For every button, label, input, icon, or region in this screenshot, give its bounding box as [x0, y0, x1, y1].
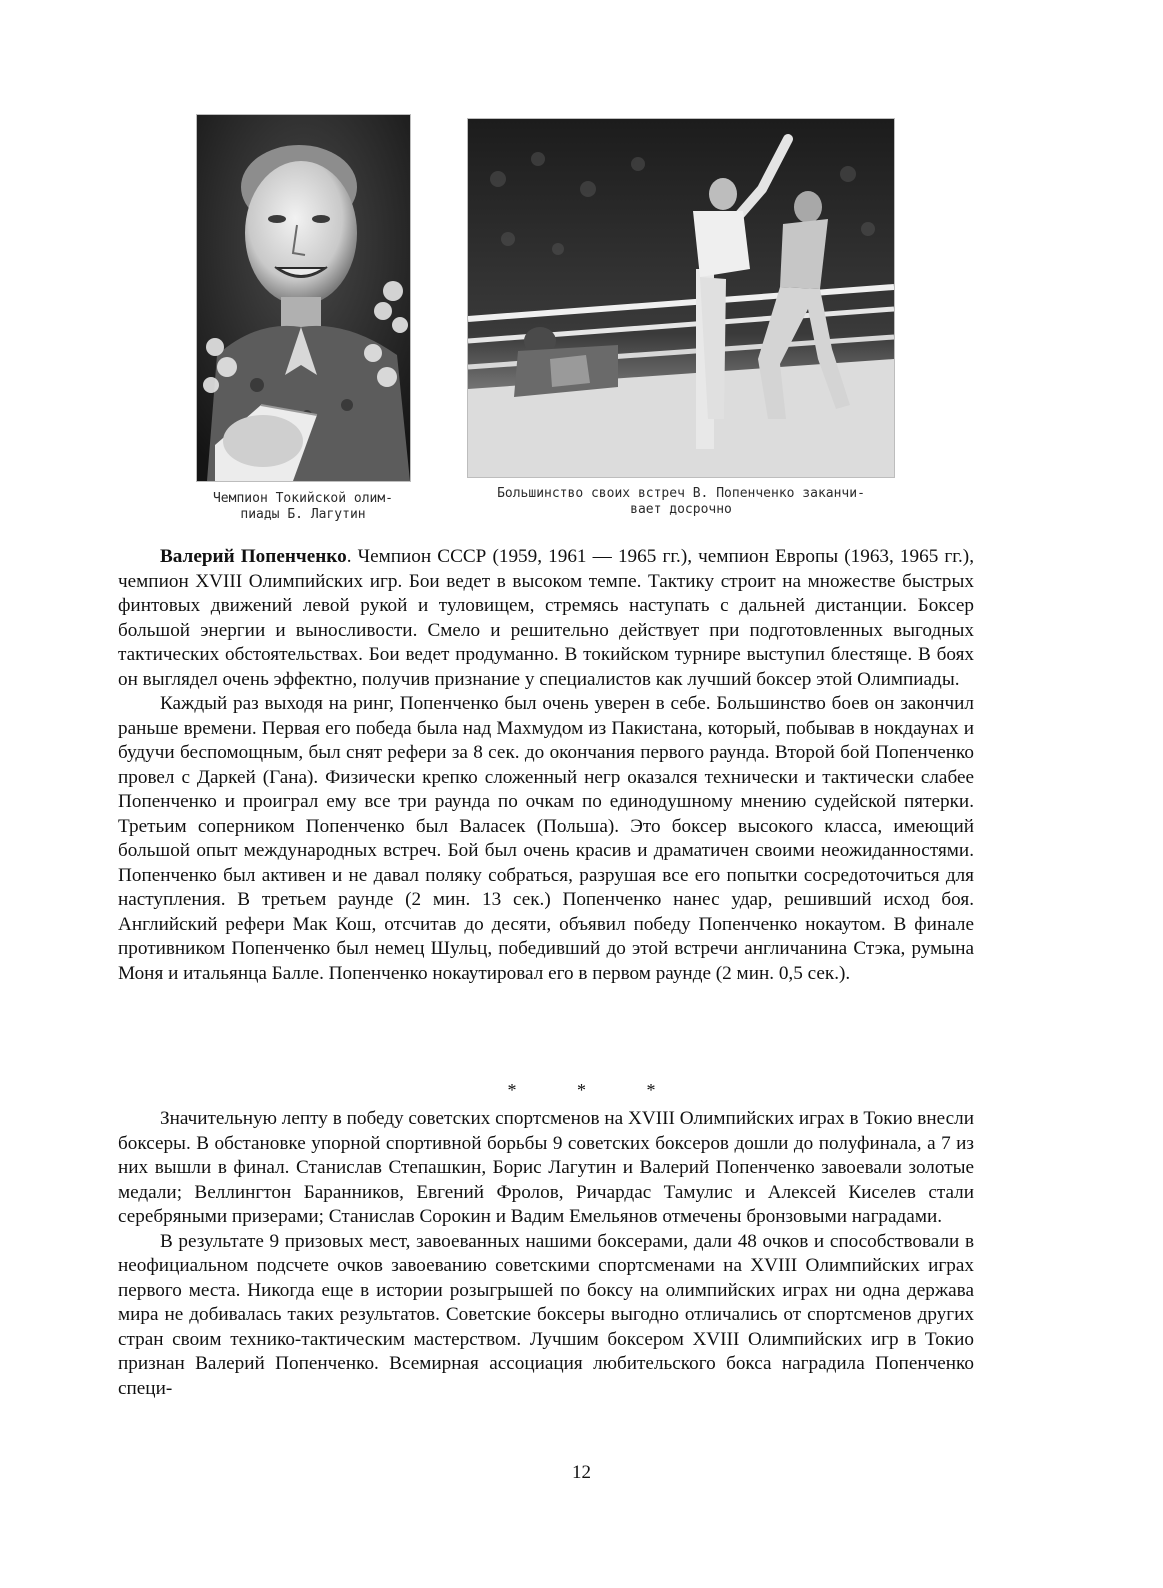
page-number: 12	[572, 1462, 591, 1483]
intro-text: . Чемпион СССР (1959, 1961 — 1965 гг.), чемпион Европы (1963, 1965 гг.), чемпион XVIII Олимпийских игр. Бои ведет в высоком темпе. Тактику строит на множестве быстрых финтовых движений левой рукой и туловищем, стремясь наступать с дальней дистанции. Боксер большой энергии и выносливости. Смело и решительно действует при подготовленных выгодных тактических обстоятельствах. Бои ведет продуманно. В токийском турнире выступил блестяще. В боях он выглядел очень эффектно, получив признание у специалистов как лучший боксер этой Олимпиады.	[118, 546, 974, 690]
intro-paragraph	[118, 545, 974, 692]
portrait-photo-image	[197, 115, 410, 481]
results-paragraph: В результате 9 призовых мест, завоеванных нашими боксерами, дали 48 очков и способствовали в неофициальном подсчете очков завоеванию советскими спортсменами на XVIII Олимпийских играх первого места. Никогда еще в истории розыгрышей по боксу на олимпийских играх ни одна держава мира не добивалась таких результатов. Советские боксеры выгодно отличались от спортсменов других стран своим технико-тактическим мастерством. Лучшим боксером XVIII Олимпийских игр в Токио признан Валерий Попенченко. Всемирная ассоциация любительского бокса наградила Попенченко специ-	[118, 1230, 974, 1399]
ring-photo-image	[468, 119, 894, 477]
ring-photo	[467, 118, 895, 478]
section-separator: * * *	[507, 1080, 684, 1100]
ring-caption-line2: вает досрочно	[630, 502, 732, 517]
portrait-caption-line1: Чемпион Токийской олим-	[212, 491, 393, 506]
biography-section	[118, 545, 974, 986]
portrait-caption-line2: пиады Б. Лагутин	[240, 507, 366, 522]
team-contribution-paragraph: Значительную лепту в победу советских спортсменов на XVIII Олимпийских играх в Токио внесли боксеры. В обстановке упорной спортивной борьбы 9 советских боксеров дошли до полуфинала, а 7 из них вышли в финал. Станислав Степашкин, Борис Лагутин и Валерий Попенченко завоевали золотые медали; Веллингтон Баранников, Евгений Фролов, Ричардас Тамулис и Алексей Киселев стали серебряными призерами; Станислав Сорокин и Вадим Емельянов отмечены бронзовыми наградами.	[118, 1108, 974, 1227]
ring-caption	[466, 486, 896, 518]
olympic-bouts-paragraph: Каждый раз выходя на ринг, Попенченко был очень уверен в себе. Большинство боев он закончил раньше времени. Первая его победа была над Махмудом из Пакистана, который, побывав в нокдаунах и будучи беспомощным, был снят рефери за 8 сек. до окончания первого раунда. Второй бой Попенченко провел с Даркей (Гана). Физически крепко сложенный негр оказался технически и тактически слабее Попенченко и проиграл ему все три раунда по очкам по единодушному мнению судейской пятерки. Третьим соперником Попенченко был Валасек (Польша). Это боксер высокого класса, имеющий большой опыт международных встреч. Бой был очень красив и драматичен своими неожиданностями. Попенченко был активен и не давал поляку собраться, разрушая все его попытки сосредоточиться для наступления. В третьем раунде (2 мин. 13 сек.) Попенченко нанес удар, решивший исход боя. Английский рефери Мак Кош, отсчитав до десяти, объявил победу Попенченко нокаутом. В финале противником Попенченко был немец Шульц, победивший до этой встречи англичанина Стэка, румына Моня и итальянца Балле. Попенченко нокаутировал его в первом раунде (2 мин. 0,5 сек.).	[118, 693, 974, 984]
portrait-caption	[196, 491, 410, 523]
boxer-name: Валерий Попенченко	[160, 546, 347, 567]
team-results-section	[118, 1107, 974, 1401]
ring-caption-line1: Большинство своих встреч В. Попенченко заканчи-	[497, 486, 865, 501]
portrait-photo	[196, 114, 411, 482]
